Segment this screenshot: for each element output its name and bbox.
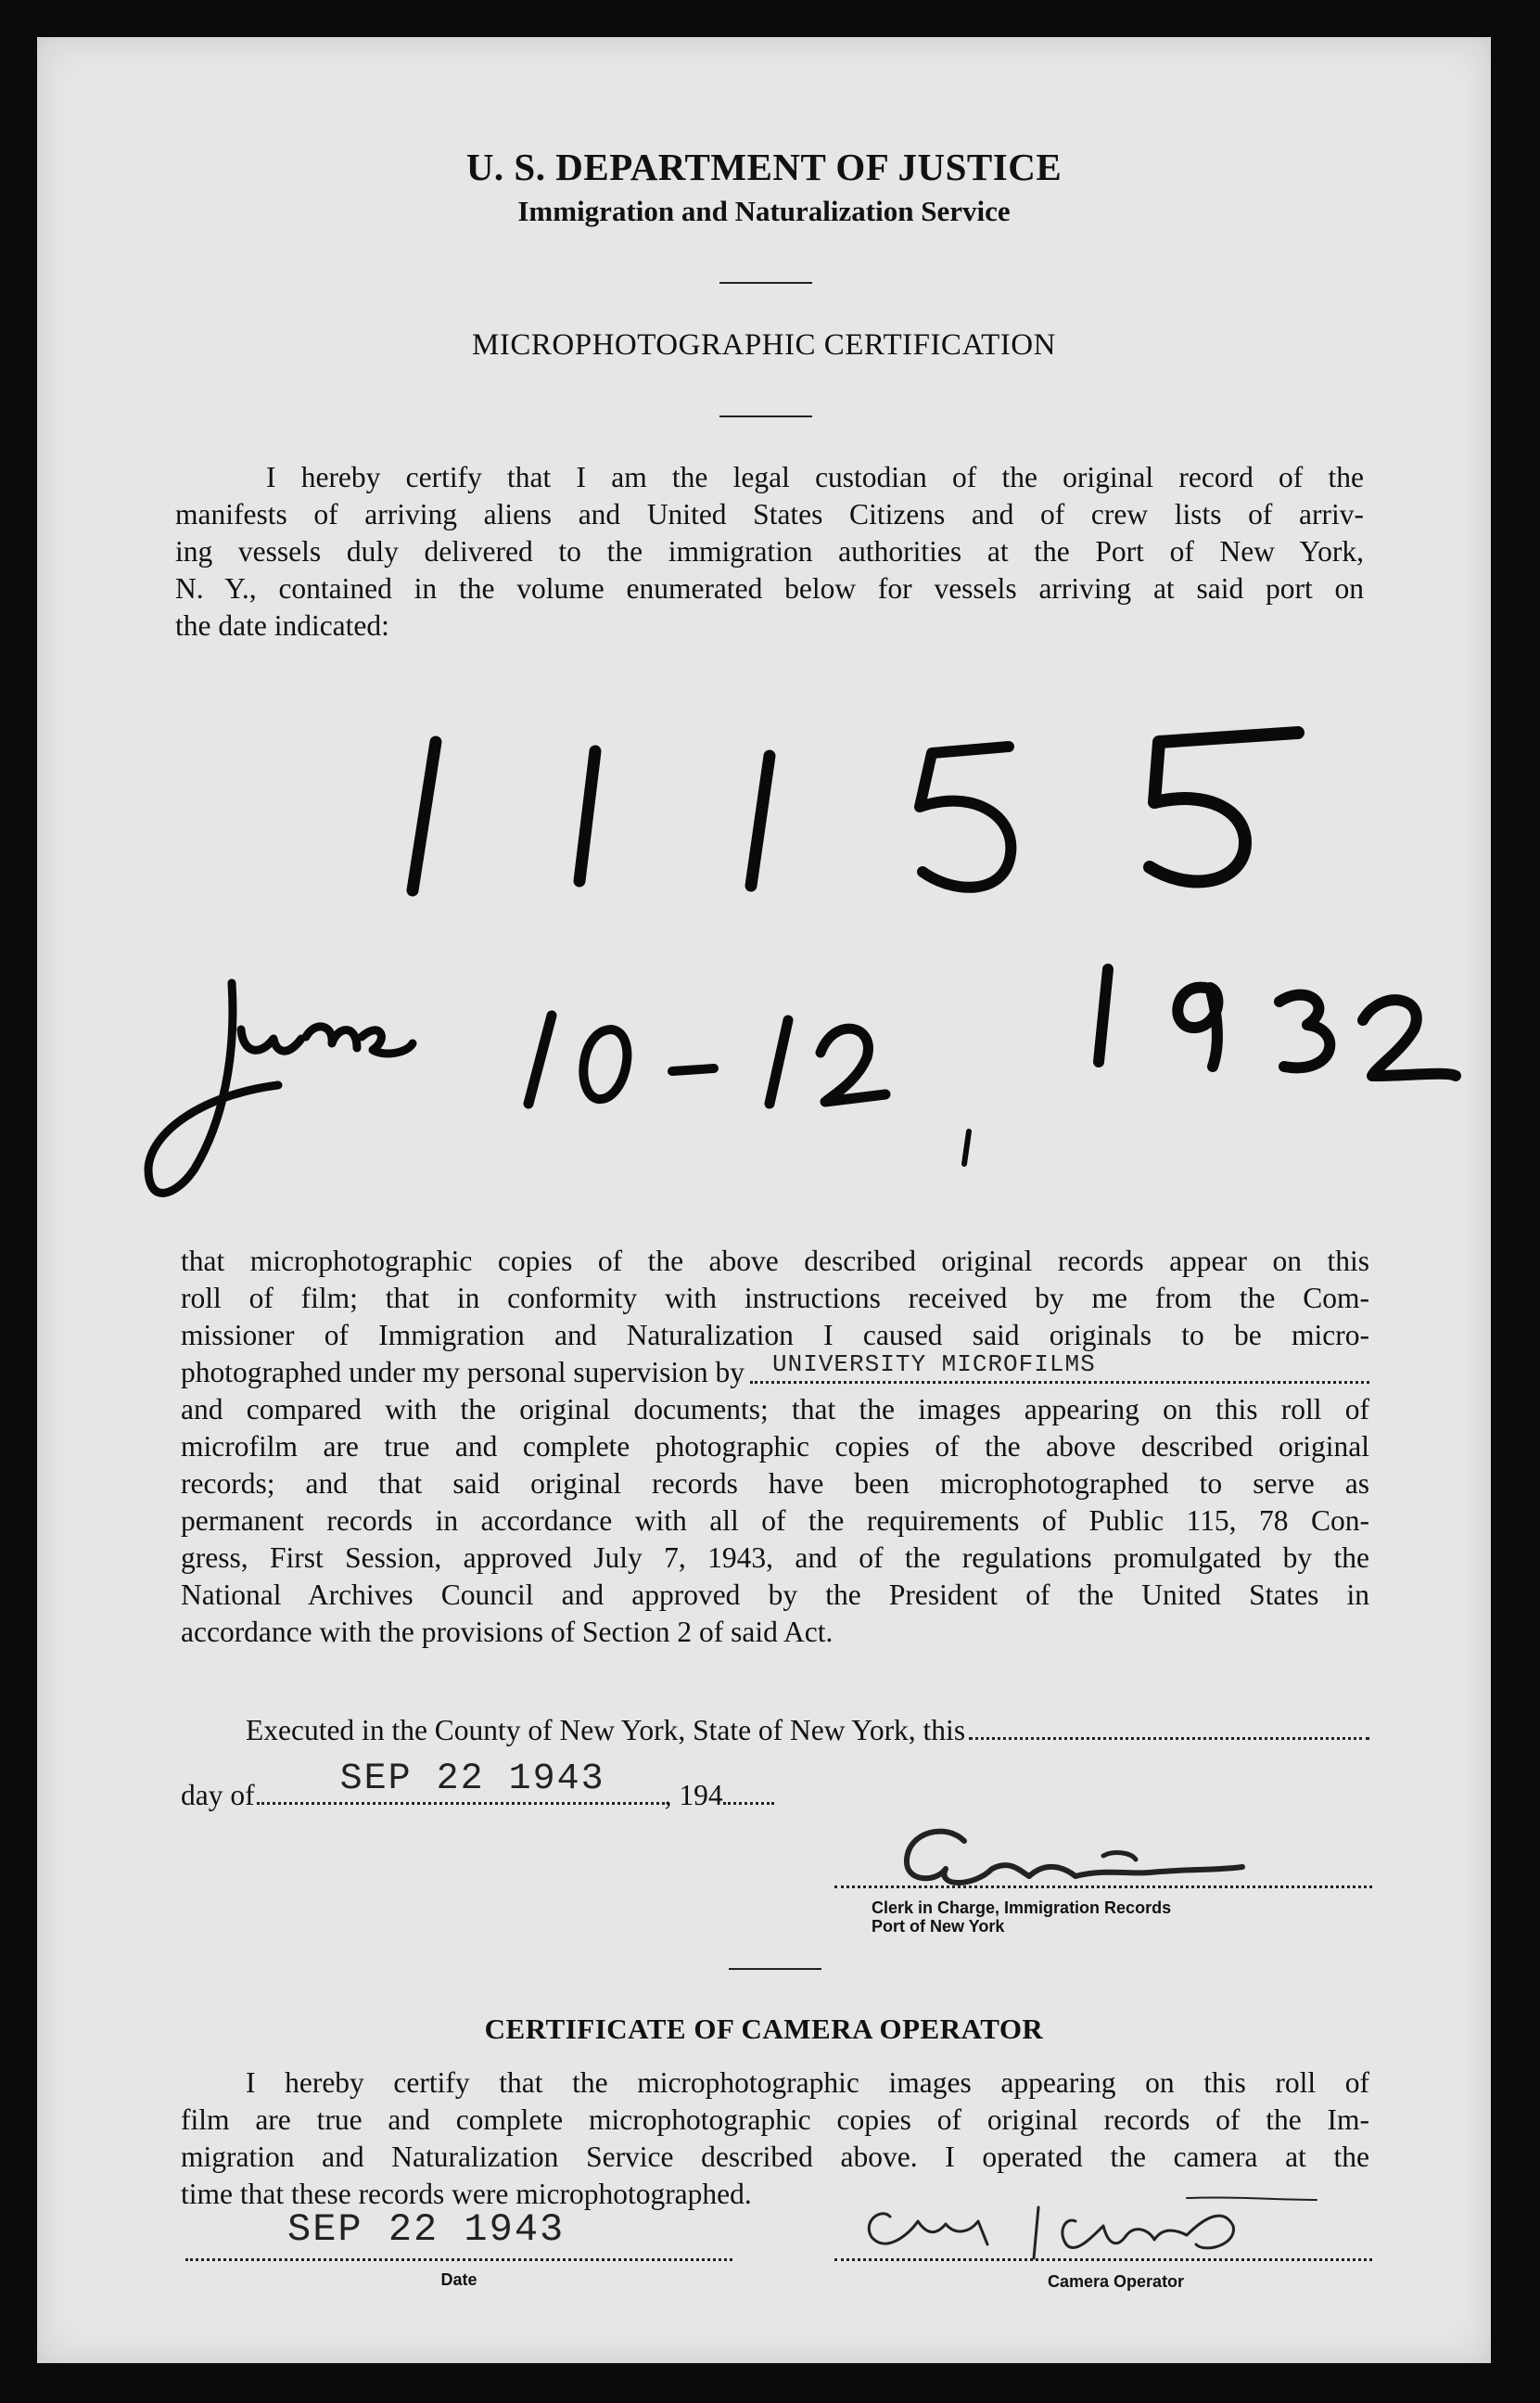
certificate-page: [37, 37, 1491, 2363]
paragraph-line: migration and Naturalization Service described above. I operated the camera at the: [181, 2141, 1369, 2173]
paragraph-line: that microphotographic copies of the above described original records appear on this: [181, 1245, 1369, 1277]
operator-date-block: [185, 2207, 732, 2289]
clerk-signature: [797, 1804, 1372, 1897]
clerk-signature-block: [797, 1804, 1372, 1936]
handwritten-entry: [37, 686, 1491, 1261]
handwritten-dates-text: [38, 687, 39, 688]
year-prefix: , 194: [664, 1779, 723, 1811]
paragraph-line: N. Y., contained in the volume enumerated below for vessels arriving at said port on: [175, 572, 1364, 605]
operator-label: Camera Operator: [1048, 2272, 1185, 2291]
paragraph-line: and compared with the original documents; that the images appearing on this roll of: [181, 1393, 1369, 1425]
operator-signature-block: [797, 2179, 1372, 2291]
paragraph-line: accordance with the provisions of Section 2 of said Act.: [181, 1616, 834, 1648]
paragraph-line: I hereby certify that I am the legal custodian of the original record of the: [266, 461, 1364, 493]
day-of-field: [257, 1758, 665, 1805]
date-label: Date: [440, 2270, 477, 2289]
paragraph-line: missioner of Immigration and Naturalization I caused said originals to be micro-: [181, 1319, 1369, 1351]
paragraph-line: permanent records in accordance with all of the requirements of Public 115, 78 Con-: [181, 1504, 1369, 1537]
opening-paragraph: [175, 459, 1364, 645]
day-of-label: day of: [181, 1779, 255, 1811]
paragraph-line: time that these records were microphotographed.: [181, 2178, 752, 2210]
day-of-line: [181, 1758, 848, 1812]
supervision-text: photographed under my personal supervision by: [181, 1356, 745, 1388]
paragraph-line: [181, 1350, 1369, 1391]
service-subheading: Immigration and Naturalization Service: [517, 195, 1011, 227]
microfilm-company-stamp: UNIVERSITY MICROFILMS: [772, 1350, 1096, 1378]
certification-title: MICROPHOTOGRAPHIC CERTIFICATION: [472, 328, 1056, 362]
paragraph-line: manifests of arriving aliens and United States Citizens and of crew lists of arriv-: [175, 498, 1364, 530]
paragraph-line: I hereby certify that the microphotographic images appearing on this roll of: [246, 2066, 1369, 2099]
executed-line: [246, 1714, 1369, 1747]
date-line: [185, 2258, 732, 2261]
paragraph-line: gress, First Session, approved July 7, 1943, and of the regulations promulgated by the: [181, 1541, 1369, 1574]
operator-signature-line: [834, 2258, 1372, 2261]
paragraph-line: roll of film; that in conformity with instructions received by me from the Com-: [181, 1282, 1369, 1314]
executed-day-field: [969, 1737, 1369, 1740]
paragraph-line: the date indicated:: [175, 609, 389, 642]
paragraph-line: microfilm are true and complete photographic copies of the above described original: [181, 1430, 1369, 1463]
operator-date-stamp: SEP 22 1943: [287, 2207, 566, 2252]
microfilm-company-field: [750, 1350, 1369, 1384]
camera-operator-heading: CERTIFICATE OF CAMERA OPERATOR: [484, 2013, 1044, 2045]
divider: [719, 415, 812, 417]
signature-line: [834, 1885, 1372, 1888]
clerk-title-line1: Clerk in Charge, Immigration Records: [872, 1898, 1172, 1917]
handwritten-dates: [37, 686, 1491, 1261]
year-field: [723, 1802, 774, 1805]
divider: [729, 1968, 821, 1970]
paragraph-line: ing vessels duly delivered to the immigration authorities at the Port of New York,: [175, 535, 1364, 568]
paragraph-line: records; and that said original records have been microphotographed to serve as: [181, 1467, 1369, 1500]
divider: [719, 282, 812, 284]
department-heading: U. S. DEPARTMENT OF JUSTICE: [465, 146, 1063, 188]
paragraph-line: National Archives Council and approved by the President of the United States in: [181, 1579, 1369, 1611]
clerk-title-line2: Port of New York: [872, 1917, 1005, 1936]
paragraph-line: film are true and complete microphotographic copies of original records of the Im-: [181, 2103, 1369, 2136]
certification-body: [181, 1243, 1369, 1651]
date-stamp: SEP 22 1943: [339, 1758, 605, 1800]
executed-text: Executed in the County of New York, State of New York, this: [246, 1714, 966, 1746]
